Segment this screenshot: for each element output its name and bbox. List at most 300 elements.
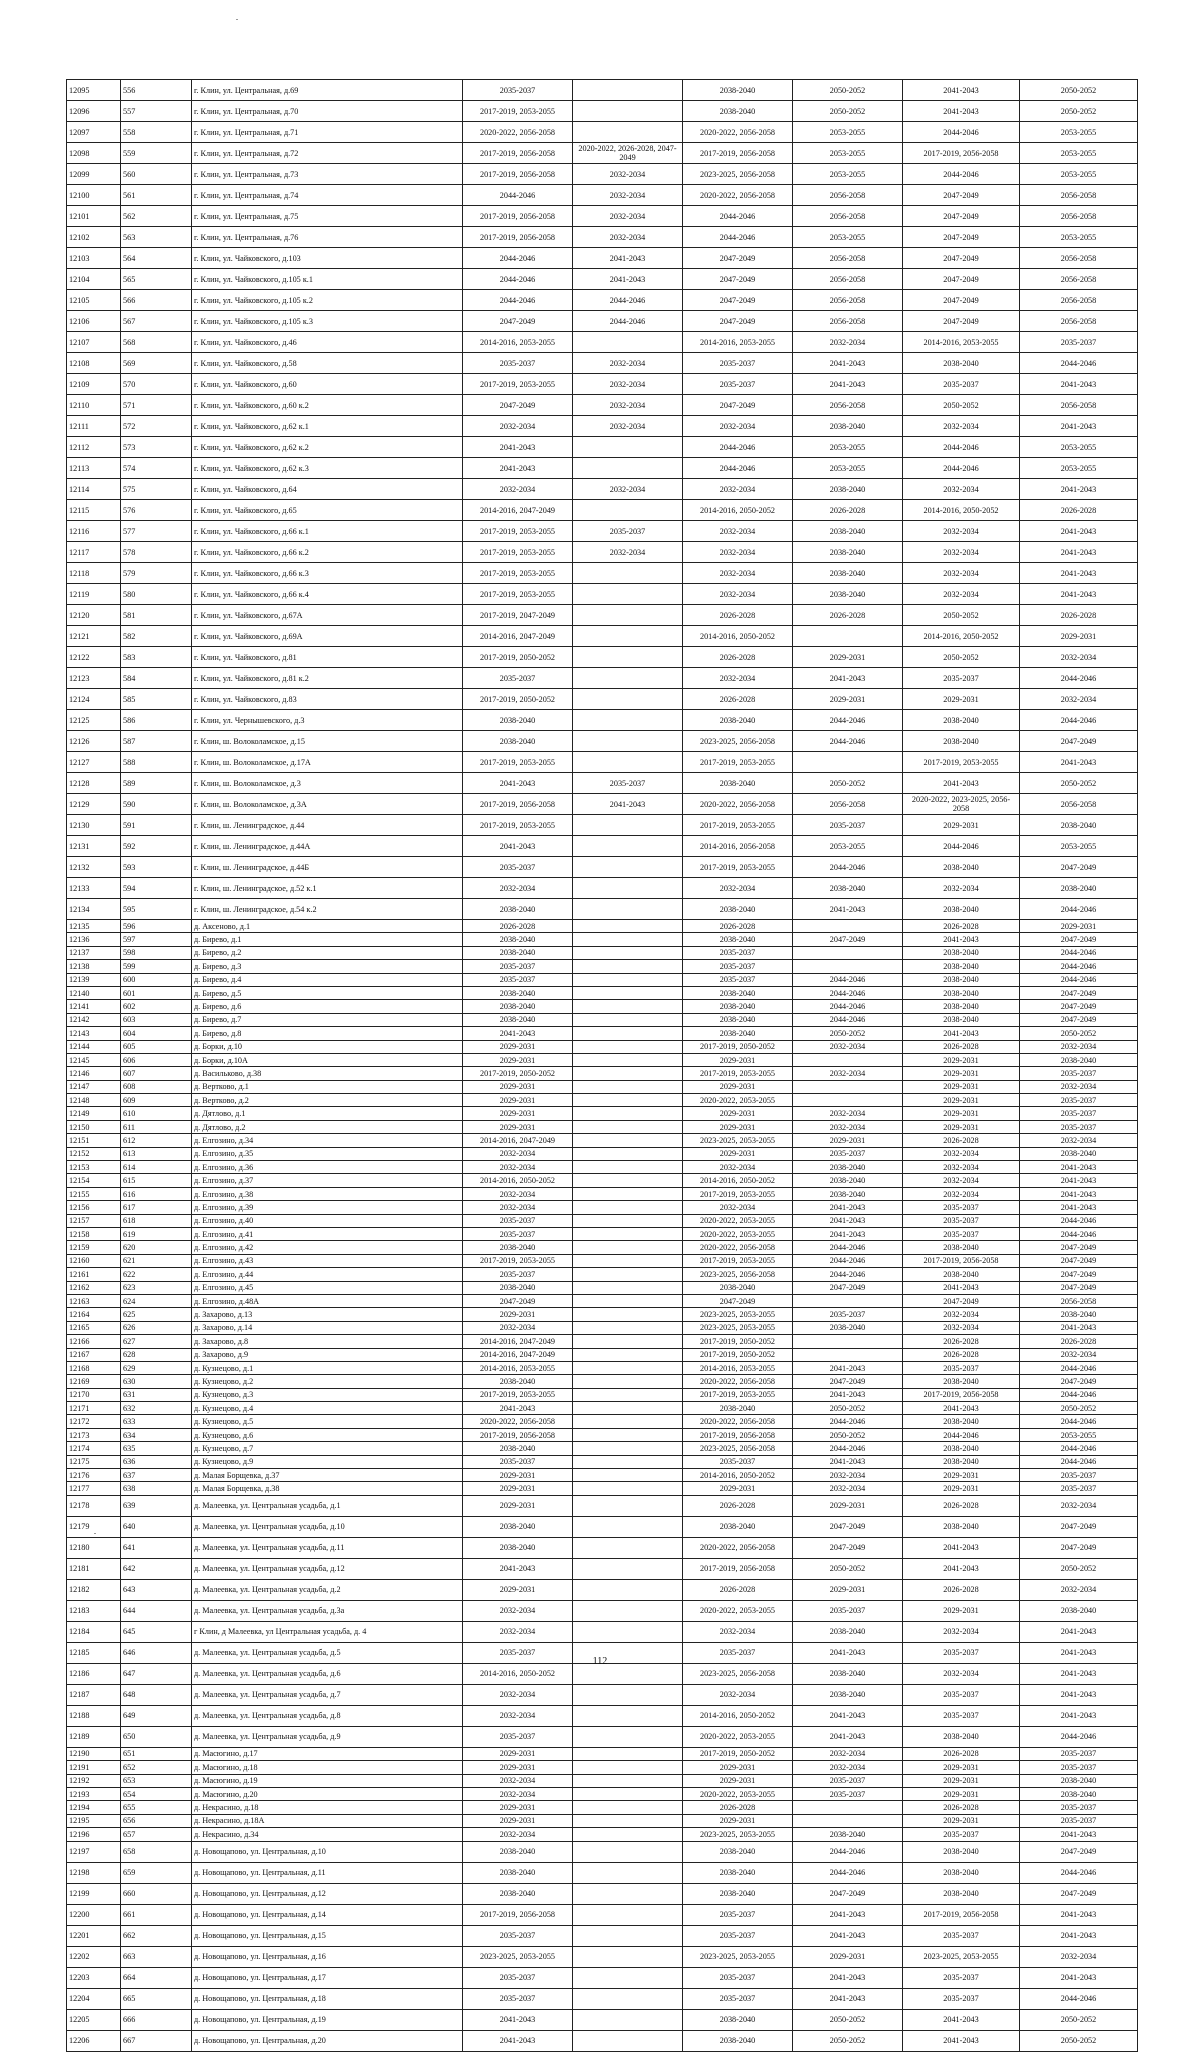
cell-period-roof: 2017-2019, 2053-2055 <box>463 521 573 542</box>
cell-period-foundation: 2041-2043 <box>1020 479 1138 500</box>
cell-period-roof: 2017-2019, 2053-2055 <box>463 1254 573 1267</box>
table-row <box>67 1335 1138 1348</box>
cell-period-facade <box>573 1726 683 1747</box>
cell-row-number: 12127 <box>67 752 121 773</box>
cell-address: д. Дятлово, д.1 <box>192 1107 463 1120</box>
table-row <box>67 752 1138 773</box>
schedule-table-body <box>67 80 1138 2052</box>
cell-period-lift: 2032-2034 <box>793 1761 903 1774</box>
cell-address: д. Малеевка, ул. Центральная усадьба, д.11 <box>192 1537 463 1558</box>
cell-address: г. Клин, ш. Волоколамское, д.17А <box>192 752 463 773</box>
cell-period-roof: 2017-2019, 2056-2058 <box>463 143 573 164</box>
cell-address: г. Клин, ш. Ленинградское, д.54 к.2 <box>192 899 463 920</box>
cell-period-engineering: 2020-2022, 2056-2058 <box>683 794 793 815</box>
cell-row-number: 12188 <box>67 1705 121 1726</box>
cell-period-basement: 2038-2040 <box>903 1516 1020 1537</box>
cell-period-basement: 2035-2037 <box>903 668 1020 689</box>
table-row <box>67 500 1138 521</box>
cell-object-number: 644 <box>121 1600 192 1621</box>
cell-period-engineering: 2038-2040 <box>683 899 793 920</box>
cell-period-lift: 2050-2052 <box>793 1428 903 1441</box>
cell-object-number: 560 <box>121 164 192 185</box>
table-row <box>67 1000 1138 1013</box>
cell-period-roof: 2029-2031 <box>463 1579 573 1600</box>
cell-period-facade <box>573 2009 683 2030</box>
table-row <box>67 1281 1138 1294</box>
cell-period-lift: 2041-2043 <box>793 1925 903 1946</box>
cell-row-number: 12149 <box>67 1107 121 1120</box>
cell-period-engineering: 2044-2046 <box>683 458 793 479</box>
cell-object-number: 599 <box>121 960 192 973</box>
cell-period-engineering: 2029-2031 <box>683 1814 793 1827</box>
cell-address: д. Елгозино, д.36 <box>192 1161 463 1174</box>
cell-period-foundation: 2056-2058 <box>1020 1294 1138 1307</box>
cell-period-roof: 2017-2019, 2056-2058 <box>463 206 573 227</box>
cell-object-number: 592 <box>121 836 192 857</box>
scan-speck <box>94 1533 96 1534</box>
cell-period-roof: 2032-2034 <box>463 416 573 437</box>
cell-address: д. Елгозино, д.42 <box>192 1241 463 1254</box>
table-row <box>67 731 1138 752</box>
cell-address: д. Захарово, д.9 <box>192 1348 463 1361</box>
cell-period-basement: 2038-2040 <box>903 960 1020 973</box>
cell-period-facade <box>573 878 683 899</box>
cell-object-number: 613 <box>121 1147 192 1160</box>
cell-period-roof: 2038-2040 <box>463 710 573 731</box>
cell-row-number: 12168 <box>67 1361 121 1374</box>
cell-period-roof: 2038-2040 <box>463 1442 573 1455</box>
cell-period-facade <box>573 626 683 647</box>
cell-period-lift: 2029-2031 <box>793 647 903 668</box>
table-row <box>67 1862 1138 1883</box>
cell-address: г. Клин, ш. Ленинградское, д.44 <box>192 815 463 836</box>
cell-period-engineering: 2038-2040 <box>683 101 793 122</box>
cell-period-facade <box>573 752 683 773</box>
cell-period-facade <box>573 1107 683 1120</box>
cell-object-number: 575 <box>121 479 192 500</box>
cell-period-facade <box>573 1308 683 1321</box>
cell-period-basement: 2041-2043 <box>903 933 1020 946</box>
cell-period-lift: 2056-2058 <box>793 290 903 311</box>
table-row <box>67 1201 1138 1214</box>
cell-period-foundation: 2041-2043 <box>1020 1663 1138 1684</box>
cell-period-facade <box>573 1388 683 1401</box>
cell-row-number: 12140 <box>67 986 121 999</box>
cell-row-number: 12109 <box>67 374 121 395</box>
table-row <box>67 80 1138 101</box>
cell-address: г. Клин, ш. Ленинградское, д.52 к.1 <box>192 878 463 899</box>
cell-period-roof: 2038-2040 <box>463 933 573 946</box>
cell-period-basement: 2035-2037 <box>903 374 1020 395</box>
cell-period-lift: 2038-2040 <box>793 1663 903 1684</box>
cell-period-lift <box>793 946 903 959</box>
cell-period-engineering: 2047-2049 <box>683 1294 793 1307</box>
cell-period-facade: 2041-2043 <box>573 269 683 290</box>
cell-period-lift: 2035-2037 <box>793 1600 903 1621</box>
cell-period-engineering: 2020-2022, 2053-2055 <box>683 1094 793 1107</box>
cell-object-number: 647 <box>121 1663 192 1684</box>
cell-object-number: 634 <box>121 1428 192 1441</box>
cell-period-lift: 2041-2043 <box>793 1904 903 1925</box>
cell-address: д. Вертково, д.1 <box>192 1080 463 1093</box>
cell-period-roof: 2032-2034 <box>463 878 573 899</box>
cell-period-basement: 2026-2028 <box>903 1335 1020 1348</box>
cell-address: д. Борки, д.10 <box>192 1040 463 1053</box>
cell-address: г. Клин, ул. Чайковского, д.69А <box>192 626 463 647</box>
table-row <box>67 101 1138 122</box>
cell-period-lift: 2038-2040 <box>793 1187 903 1200</box>
cell-row-number: 12183 <box>67 1600 121 1621</box>
table-row <box>67 1883 1138 1904</box>
cell-period-engineering: 2017-2019, 2053-2055 <box>683 815 793 836</box>
cell-period-engineering: 2044-2046 <box>683 437 793 458</box>
cell-period-facade <box>573 1254 683 1267</box>
table-row <box>67 1241 1138 1254</box>
table-row <box>67 269 1138 290</box>
cell-period-engineering: 2020-2022, 2056-2058 <box>683 185 793 206</box>
cell-period-lift: 2050-2052 <box>793 2009 903 2030</box>
cell-object-number: 636 <box>121 1455 192 1468</box>
cell-period-lift: 2041-2043 <box>793 1455 903 1468</box>
cell-period-facade: 2032-2034 <box>573 374 683 395</box>
cell-period-foundation: 2035-2037 <box>1020 1801 1138 1814</box>
cell-address: г. Клин, ул. Чайковского, д.81 <box>192 647 463 668</box>
cell-object-number: 607 <box>121 1067 192 1080</box>
cell-row-number: 12138 <box>67 960 121 973</box>
cell-period-foundation: 2047-2049 <box>1020 1241 1138 1254</box>
cell-address: г. Клин, ул. Чайковского, д.62 к.3 <box>192 458 463 479</box>
cell-period-lift: 2050-2052 <box>793 1402 903 1415</box>
cell-row-number: 12200 <box>67 1904 121 1925</box>
cell-period-lift: 2041-2043 <box>793 1227 903 1240</box>
cell-address: г. Клин, ул. Центральная, д.75 <box>192 206 463 227</box>
cell-period-foundation: 2041-2043 <box>1020 1621 1138 1642</box>
cell-period-foundation: 2044-2046 <box>1020 668 1138 689</box>
cell-row-number: 12162 <box>67 1281 121 1294</box>
table-row <box>67 1726 1138 1747</box>
cell-period-roof: 2044-2046 <box>463 290 573 311</box>
cell-period-roof: 2029-2031 <box>463 1801 573 1814</box>
cell-object-number: 562 <box>121 206 192 227</box>
cell-object-number: 650 <box>121 1726 192 1747</box>
cell-period-facade <box>573 1174 683 1187</box>
cell-object-number: 564 <box>121 248 192 269</box>
cell-address: г. Клин, ул. Центральная, д.70 <box>192 101 463 122</box>
cell-period-foundation: 2032-2034 <box>1020 1579 1138 1600</box>
cell-address: д. Малеевка, ул. Центральная усадьба, д.1 <box>192 1495 463 1516</box>
table-row <box>67 374 1138 395</box>
cell-period-lift: 2035-2037 <box>793 815 903 836</box>
cell-period-roof: 2014-2016, 2047-2049 <box>463 626 573 647</box>
cell-address: г. Клин, ул. Чайковского, д.62 к.2 <box>192 437 463 458</box>
table-row <box>67 416 1138 437</box>
cell-object-number: 581 <box>121 605 192 626</box>
table-row <box>67 1174 1138 1187</box>
cell-address: д. Бирево, д.7 <box>192 1013 463 1026</box>
cell-address: д. Новощапово, ул. Центральная, д.14 <box>192 1904 463 1925</box>
cell-period-roof: 2035-2037 <box>463 973 573 986</box>
cell-period-foundation: 2038-2040 <box>1020 815 1138 836</box>
cell-row-number: 12117 <box>67 542 121 563</box>
cell-row-number: 12198 <box>67 1862 121 1883</box>
cell-row-number: 12172 <box>67 1415 121 1428</box>
cell-object-number: 662 <box>121 1925 192 1946</box>
cell-object-number: 594 <box>121 878 192 899</box>
cell-period-basement: 2041-2043 <box>903 773 1020 794</box>
cell-period-foundation: 2044-2046 <box>1020 353 1138 374</box>
cell-row-number: 12146 <box>67 1067 121 1080</box>
cell-address: д. Елгозино, д.34 <box>192 1134 463 1147</box>
cell-object-number: 614 <box>121 1161 192 1174</box>
cell-period-facade <box>573 1442 683 1455</box>
cell-period-engineering: 2047-2049 <box>683 248 793 269</box>
cell-object-number: 579 <box>121 563 192 584</box>
cell-period-foundation: 2053-2055 <box>1020 143 1138 164</box>
cell-row-number: 12182 <box>67 1579 121 1600</box>
cell-period-lift: 2035-2037 <box>793 1787 903 1800</box>
cell-period-facade <box>573 836 683 857</box>
table-row <box>67 542 1138 563</box>
cell-period-basement: 2029-2031 <box>903 1094 1020 1107</box>
cell-period-engineering: 2032-2034 <box>683 1201 793 1214</box>
cell-address: д. Малеевка, ул. Центральная усадьба, д.12 <box>192 1558 463 1579</box>
cell-period-roof: 2017-2019, 2053-2055 <box>463 584 573 605</box>
cell-address: д. Новощапово, ул. Центральная, д.10 <box>192 1841 463 1862</box>
cell-object-number: 649 <box>121 1705 192 1726</box>
cell-period-engineering: 2023-2025, 2056-2058 <box>683 1268 793 1281</box>
cell-row-number: 12199 <box>67 1883 121 1904</box>
cell-row-number: 12158 <box>67 1227 121 1240</box>
cell-row-number: 12192 <box>67 1774 121 1787</box>
cell-object-number: 572 <box>121 416 192 437</box>
cell-row-number: 12154 <box>67 1174 121 1187</box>
cell-period-lift: 2035-2037 <box>793 1308 903 1321</box>
cell-period-basement: 2017-2019, 2056-2058 <box>903 1388 1020 1401</box>
cell-period-engineering: 2020-2022, 2053-2055 <box>683 1726 793 1747</box>
cell-row-number: 12178 <box>67 1495 121 1516</box>
cell-row-number: 12152 <box>67 1147 121 1160</box>
cell-period-basement: 2041-2043 <box>903 1558 1020 1579</box>
cell-object-number: 588 <box>121 752 192 773</box>
cell-period-lift: 2026-2028 <box>793 500 903 521</box>
cell-period-engineering: 2017-2019, 2053-2055 <box>683 1187 793 1200</box>
cell-row-number: 12159 <box>67 1241 121 1254</box>
cell-period-lift: 2056-2058 <box>793 206 903 227</box>
cell-object-number: 631 <box>121 1388 192 1401</box>
cell-period-facade <box>573 899 683 920</box>
cell-period-basement: 2029-2031 <box>903 1600 1020 1621</box>
cell-row-number: 12177 <box>67 1482 121 1495</box>
cell-period-basement: 2035-2037 <box>903 1705 1020 1726</box>
cell-period-engineering: 2017-2019, 2050-2052 <box>683 1040 793 1053</box>
cell-period-basement: 2038-2040 <box>903 1841 1020 1862</box>
table-row <box>67 1254 1138 1267</box>
cell-period-roof: 2038-2040 <box>463 1013 573 1026</box>
cell-period-lift <box>793 1814 903 1827</box>
cell-address: г. Клин, ул. Центральная, д.73 <box>192 164 463 185</box>
cell-period-facade: 2032-2034 <box>573 227 683 248</box>
cell-period-engineering: 2017-2019, 2053-2055 <box>683 1388 793 1401</box>
cell-period-engineering: 2038-2040 <box>683 710 793 731</box>
cell-row-number: 12102 <box>67 227 121 248</box>
cell-period-engineering: 2029-2031 <box>683 1080 793 1093</box>
schedule-table <box>66 79 1138 2052</box>
cell-period-basement: 2032-2034 <box>903 416 1020 437</box>
cell-period-lift: 2044-2046 <box>793 1013 903 1026</box>
cell-period-engineering: 2038-2040 <box>683 2030 793 2051</box>
cell-period-roof: 2014-2016, 2050-2052 <box>463 1174 573 1187</box>
cell-period-roof: 2029-2031 <box>463 1308 573 1321</box>
cell-period-facade <box>573 458 683 479</box>
table-row <box>67 1094 1138 1107</box>
cell-period-engineering: 2029-2031 <box>683 1053 793 1066</box>
cell-object-number: 646 <box>121 1642 192 1663</box>
cell-object-number: 629 <box>121 1361 192 1374</box>
cell-period-facade <box>573 920 683 933</box>
cell-row-number: 12150 <box>67 1120 121 1133</box>
cell-row-number: 12201 <box>67 1925 121 1946</box>
cell-period-facade <box>573 1621 683 1642</box>
cell-period-facade <box>573 960 683 973</box>
cell-period-lift: 2032-2034 <box>793 1120 903 1133</box>
cell-period-basement: 2026-2028 <box>903 1134 1020 1147</box>
cell-object-number: 585 <box>121 689 192 710</box>
cell-period-foundation: 2041-2043 <box>1020 752 1138 773</box>
cell-object-number: 568 <box>121 332 192 353</box>
cell-address: д. Кузнецово, д.5 <box>192 1415 463 1428</box>
cell-period-facade <box>573 1814 683 1827</box>
cell-period-facade <box>573 1147 683 1160</box>
table-row <box>67 1558 1138 1579</box>
table-row <box>67 1787 1138 1800</box>
cell-row-number: 12130 <box>67 815 121 836</box>
cell-row-number: 12121 <box>67 626 121 647</box>
cell-period-lift: 2032-2034 <box>793 1107 903 1120</box>
cell-row-number: 12197 <box>67 1841 121 1862</box>
cell-row-number: 12126 <box>67 731 121 752</box>
cell-object-number: 574 <box>121 458 192 479</box>
cell-period-roof: 2017-2019, 2053-2055 <box>463 1388 573 1401</box>
cell-period-facade <box>573 1558 683 1579</box>
table-row <box>67 626 1138 647</box>
cell-period-engineering: 2029-2031 <box>683 1147 793 1160</box>
cell-address: д. Елгозино, д.41 <box>192 1227 463 1240</box>
cell-period-facade <box>573 1120 683 1133</box>
table-row <box>67 973 1138 986</box>
cell-period-roof: 2014-2016, 2047-2049 <box>463 1134 573 1147</box>
cell-period-foundation: 2047-2049 <box>1020 1000 1138 1013</box>
cell-period-engineering: 2035-2037 <box>683 1925 793 1946</box>
cell-period-foundation: 2026-2028 <box>1020 605 1138 626</box>
cell-period-facade <box>573 1402 683 1415</box>
cell-period-facade <box>573 1600 683 1621</box>
cell-period-basement: 2035-2037 <box>903 1925 1020 1946</box>
cell-period-foundation: 2056-2058 <box>1020 185 1138 206</box>
cell-address: д. Борки, д.10А <box>192 1053 463 1066</box>
cell-period-facade <box>573 1787 683 1800</box>
cell-address: д. Новощапово, ул. Центральная, д.18 <box>192 1988 463 2009</box>
cell-object-number: 556 <box>121 80 192 101</box>
cell-period-engineering: 2038-2040 <box>683 1402 793 1415</box>
cell-period-basement: 2038-2040 <box>903 1415 1020 1428</box>
cell-period-foundation: 2032-2034 <box>1020 1946 1138 1967</box>
cell-period-roof: 2032-2034 <box>463 1787 573 1800</box>
cell-period-roof: 2032-2034 <box>463 1621 573 1642</box>
cell-period-foundation: 2044-2046 <box>1020 1862 1138 1883</box>
cell-row-number: 12113 <box>67 458 121 479</box>
cell-period-engineering: 2029-2031 <box>683 1107 793 1120</box>
cell-period-foundation: 2053-2055 <box>1020 458 1138 479</box>
cell-period-basement: 2032-2034 <box>903 542 1020 563</box>
cell-period-lift: 2041-2043 <box>793 1967 903 1988</box>
cell-address: д. Елгозино, д.39 <box>192 1201 463 1214</box>
cell-period-facade: 2044-2046 <box>573 311 683 332</box>
cell-period-roof: 2026-2028 <box>463 920 573 933</box>
cell-period-foundation: 2050-2052 <box>1020 2009 1138 2030</box>
cell-period-facade <box>573 1455 683 1468</box>
cell-period-roof: 2020-2022, 2056-2058 <box>463 1415 573 1428</box>
cell-period-engineering: 2017-2019, 2050-2052 <box>683 1335 793 1348</box>
cell-period-lift: 2056-2058 <box>793 311 903 332</box>
cell-object-number: 595 <box>121 899 192 920</box>
cell-address: д. Аксеново, д.1 <box>192 920 463 933</box>
cell-row-number: 12169 <box>67 1375 121 1388</box>
cell-row-number: 12100 <box>67 185 121 206</box>
cell-row-number: 12203 <box>67 1967 121 1988</box>
cell-period-engineering: 2035-2037 <box>683 1642 793 1663</box>
cell-address: д. Бирево, д.8 <box>192 1027 463 1040</box>
cell-period-engineering: 2032-2034 <box>683 878 793 899</box>
cell-object-number: 655 <box>121 1801 192 1814</box>
cell-period-basement: 2047-2049 <box>903 227 1020 248</box>
cell-period-roof: 2044-2046 <box>463 185 573 206</box>
cell-period-lift: 2032-2034 <box>793 332 903 353</box>
table-row <box>67 143 1138 164</box>
cell-period-roof: 2017-2019, 2056-2058 <box>463 164 573 185</box>
cell-period-lift: 2038-2040 <box>793 563 903 584</box>
cell-period-facade <box>573 815 683 836</box>
cell-object-number: 640 <box>121 1516 192 1537</box>
cell-period-foundation: 2050-2052 <box>1020 1402 1138 1415</box>
cell-period-basement: 2017-2019, 2056-2058 <box>903 1904 1020 1925</box>
cell-row-number: 12124 <box>67 689 121 710</box>
cell-period-foundation: 2032-2034 <box>1020 1495 1138 1516</box>
cell-period-foundation: 2044-2046 <box>1020 1988 1138 2009</box>
cell-period-engineering: 2038-2040 <box>683 2009 793 2030</box>
cell-period-foundation: 2035-2037 <box>1020 1469 1138 1482</box>
cell-object-number: 616 <box>121 1187 192 1200</box>
cell-period-basement: 2026-2028 <box>903 1495 1020 1516</box>
cell-period-lift <box>793 752 903 773</box>
cell-period-facade <box>573 710 683 731</box>
cell-period-lift: 2056-2058 <box>793 185 903 206</box>
cell-row-number: 12137 <box>67 946 121 959</box>
cell-period-roof: 2017-2019, 2050-2052 <box>463 1067 573 1080</box>
cell-period-foundation: 2029-2031 <box>1020 920 1138 933</box>
cell-period-basement: 2035-2037 <box>903 1967 1020 1988</box>
cell-row-number: 12195 <box>67 1814 121 1827</box>
cell-period-foundation: 2041-2043 <box>1020 1828 1138 1841</box>
table-row <box>67 1415 1138 1428</box>
table-row <box>67 395 1138 416</box>
cell-period-engineering: 2032-2034 <box>683 584 793 605</box>
cell-object-number: 637 <box>121 1469 192 1482</box>
cell-period-roof: 2035-2037 <box>463 1925 573 1946</box>
cell-row-number: 12122 <box>67 647 121 668</box>
cell-period-lift <box>793 1801 903 1814</box>
cell-period-facade: 2035-2037 <box>573 521 683 542</box>
cell-period-facade <box>573 1904 683 1925</box>
